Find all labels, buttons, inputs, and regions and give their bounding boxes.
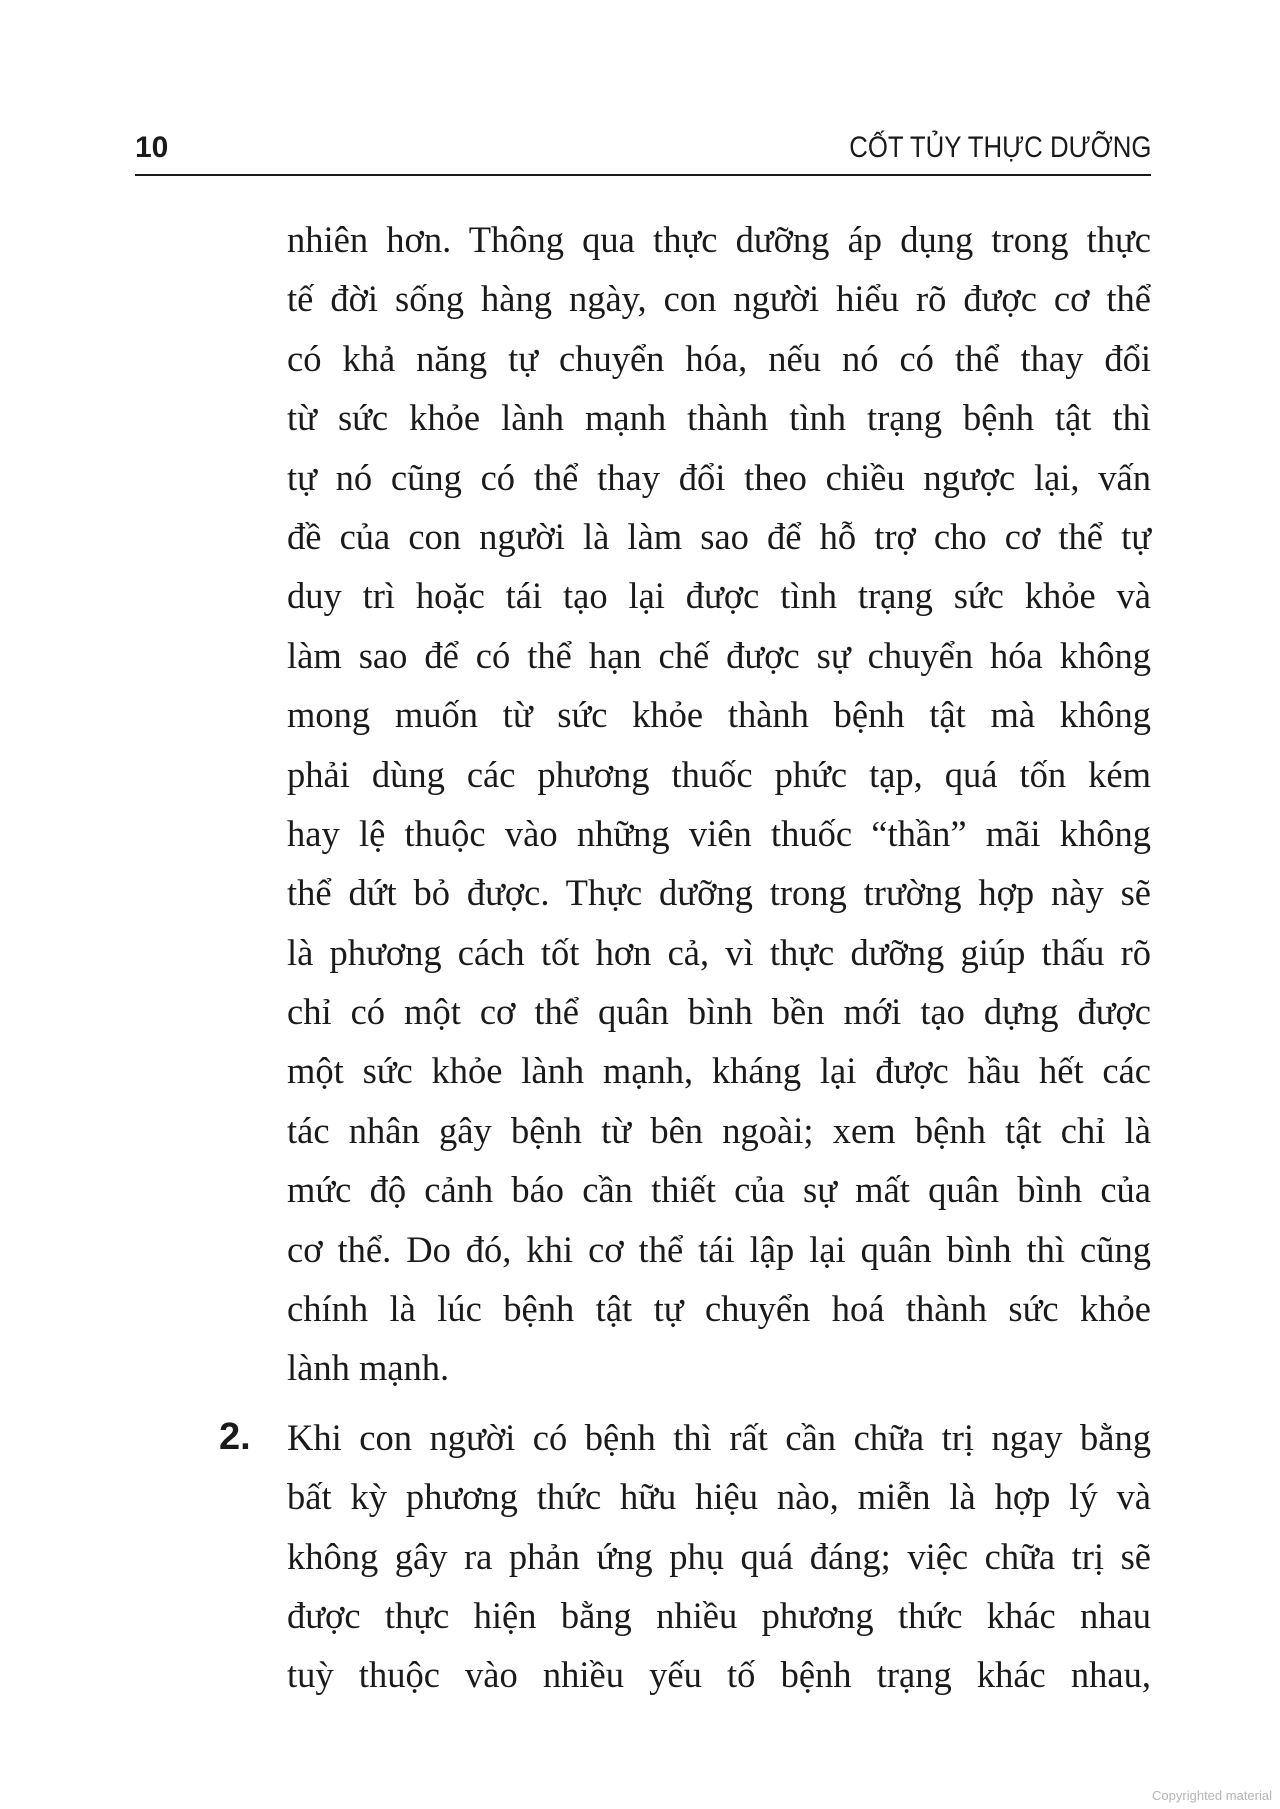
paragraph-spacer (287, 1398, 1151, 1408)
text-line: không gây ra phản ứng phụ quá đáng; việc chữa trị sẽ (287, 1535, 1151, 1577)
running-header (135, 128, 1151, 176)
list-number: 2. (219, 1415, 251, 1458)
page-number: 10 (135, 131, 169, 164)
text-line: Khi con người có bệnh thì rất cần chữa trị ngay bằng (287, 1416, 1151, 1458)
paragraph-continued (287, 210, 1151, 1398)
text-line: lành mạnh. (287, 1347, 450, 1389)
text-line: được thực hiện bằng nhiều phương thức khác nhau (287, 1594, 1151, 1636)
text-line: tế đời sống hàng ngày, con người hiểu rõ được cơ thể (287, 278, 1151, 320)
text-line: chính là lúc bệnh tật tự chuyển hoá thành sức khỏe (287, 1288, 1151, 1330)
text-line: làm sao để có thể hạn chế được sự chuyển hóa không (287, 634, 1151, 676)
text-line: tác nhân gây bệnh từ bên ngoài; xem bệnh tật chỉ là (287, 1109, 1151, 1151)
body-text (219, 210, 1151, 1705)
text-line: hay lệ thuộc vào những viên thuốc “thần” mãi không (287, 812, 1151, 854)
text-line: tuỳ thuộc vào nhiều yếu tố bệnh trạng khác nhau, (287, 1654, 1151, 1696)
text-line: có khả năng tự chuyển hóa, nếu nó có thể thay đổi (287, 337, 1151, 379)
copyright-watermark: Copyrighted material (1152, 1788, 1272, 1803)
text-line: mong muốn từ sức khỏe thành bệnh tật mà không (287, 694, 1151, 736)
text-line: từ sức khỏe lành mạnh thành tình trạng bệnh tật thì (287, 397, 1151, 439)
text-line: chỉ có một cơ thể quân bình bền mới tạo dựng được (287, 991, 1151, 1033)
text-line: tự nó cũng có thể thay đổi theo chiều ngược lại, vấn (287, 456, 1151, 498)
book-title: CỐT TỦY THỰC DƯỠNG (848, 131, 1151, 164)
list-item-2 (219, 1408, 1151, 1705)
text-line: bất kỳ phương thức hữu hiệu nào, miễn là hợp lý và (287, 1476, 1151, 1518)
text-line: mức độ cảnh báo cần thiết của sự mất quân bình của (287, 1169, 1151, 1211)
text-line: đề của con người là làm sao để hỗ trợ cho cơ thể tự (287, 515, 1151, 557)
text-line: thể dứt bỏ được. Thực dưỡng trong trường hợp này sẽ (287, 872, 1151, 914)
text-line: một sức khỏe lành mạnh, kháng lại được hầu hết các (287, 1050, 1151, 1092)
text-line: duy trì hoặc tái tạo lại được tình trạng sức khỏe và (287, 575, 1151, 617)
text-line: cơ thể. Do đó, khi cơ thể tái lập lại quân bình thì cũng (287, 1228, 1151, 1270)
text-line: là phương cách tốt hơn cả, vì thực dưỡng giúp thấu rõ (287, 931, 1151, 973)
text-line: phải dùng các phương thuốc phức tạp, quá tốn kém (287, 753, 1151, 795)
text-line: nhiên hơn. Thông qua thực dưỡng áp dụng trong thực (287, 219, 1151, 260)
